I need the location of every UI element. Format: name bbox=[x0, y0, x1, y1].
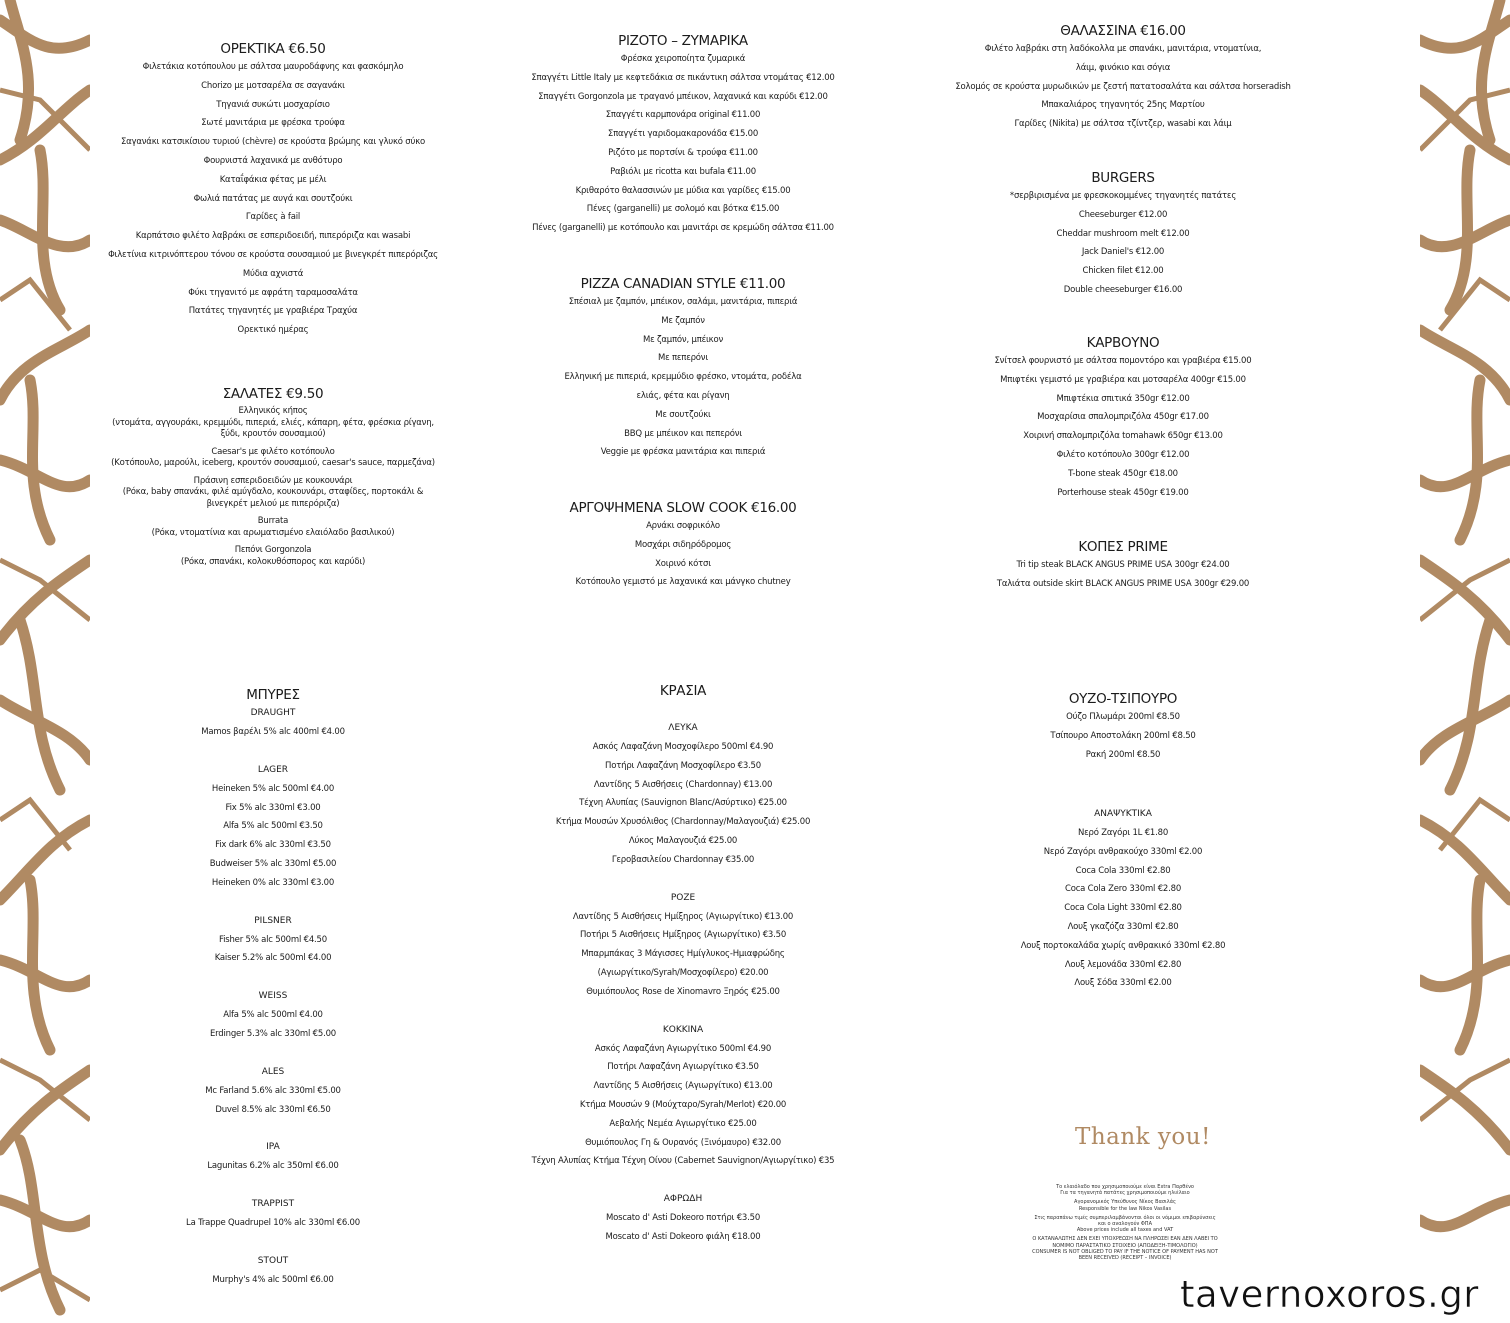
menu-item: Σπαγγέτι καρμπονάρα original €11.00 bbox=[605, 110, 761, 121]
menu-item: Ούζο Πλωμάρι 200ml €8.50 bbox=[1066, 712, 1180, 722]
menu-item-name: Caesar's με φιλέτο κοτόπουλο bbox=[211, 446, 335, 457]
section-pizza bbox=[493, 275, 873, 465]
menu-item: Αρνάκι σοφρικόλο bbox=[646, 521, 720, 531]
subsection-title: ALES bbox=[261, 1066, 285, 1077]
menu-item: Σπαγγέτι Gorgonzola με τραγανό μπέικον, λαχανικά και καρύδι €12.00 bbox=[538, 91, 828, 102]
menu-item: Σολομός σε κρούστα μυρωδικών με ζεστή πατατοσαλάτα και σάλτσα horseradish bbox=[955, 81, 1291, 92]
menu-item: Fisher 5% alc 500ml €4.50 bbox=[219, 934, 327, 945]
menu-item: Φρέσκα χειροποίητα ζυμαρικά bbox=[620, 54, 746, 64]
menu-item: Κριθαρότο θαλασσινών με μύδια και γαρίδες €15.00 bbox=[575, 185, 791, 196]
menu-item: Mc Farland 5.6% alc 330ml €5.00 bbox=[205, 1085, 341, 1096]
section-beers bbox=[100, 686, 446, 1293]
menu-item: Tri tip steak BLACK ANGUS PRIME USA 300gr €24.00 bbox=[1016, 560, 1230, 570]
menu-note: *σερβιρισμένα με φρεσκοκομμένες τηγανητές πατάτες bbox=[1009, 191, 1237, 201]
menu-item: Ασκός Λαφαζάνη Αγιωργίτικο 500ml €4.90 bbox=[594, 1043, 772, 1054]
menu-item: Με σουτζούκι bbox=[655, 409, 711, 420]
menu-item: Μοσχάρι σιδηρόδρομος bbox=[634, 539, 732, 550]
subsection-title: WEISS bbox=[258, 991, 288, 1002]
menu-item: Σαγανάκι κατσικίσιου τυριού (chèvre) σε κρούστα βρώμης και γλυκό σύκο bbox=[120, 137, 426, 148]
menu-item: Καταΐφάκια φέτας με μέλι bbox=[219, 174, 327, 185]
menu-item: Kaiser 5.2% alc 500ml €4.00 bbox=[214, 953, 332, 964]
menu-item: Γαρίδες à fail bbox=[245, 212, 301, 223]
section-title: ΣΑΛΑΤΕΣ €9.50 bbox=[222, 386, 324, 402]
menu-item-name: Burrata bbox=[257, 516, 289, 526]
section-karvouno bbox=[948, 334, 1298, 505]
menu-item: Veggie με φρέσκα μανιτάρια και πιπεριά bbox=[600, 447, 766, 458]
menu-item: Ταλιάτα outside skirt BLACK ANGUS PRIME USA 300gr €29.00 bbox=[996, 578, 1250, 589]
section-title: BURGERS bbox=[1091, 170, 1155, 186]
menu-item: Αεβαλής Νεμέα Αγιωργίτικο €25.00 bbox=[609, 1118, 757, 1129]
menu-item: Λαντίδης 5 Αισθήσεις (Chardonnay) €13.00 bbox=[593, 779, 773, 790]
menu-item: La Trappe Quadrupel 10% alc 330ml €6.00 bbox=[186, 1218, 360, 1229]
menu-item: Φιλετάκια κοτόπουλου με σάλτσα μαυροδάφνης και φασκόμηλο bbox=[142, 62, 404, 72]
item-list bbox=[100, 61, 446, 337]
menu-item: T-bone steak 450gr €18.00 bbox=[1068, 468, 1178, 479]
menu-item: Mamos βαρέλι 5% alc 400ml €4.00 bbox=[201, 727, 345, 737]
menu-item: Λαντίδης 5 Αισθήσεις (Αγιωργίτικο) €13.00 bbox=[593, 1081, 773, 1092]
menu-item-name: Πράσινη εσπεριδοειδών με κουκουνάρι bbox=[193, 475, 353, 486]
menu-item: Φιλέτο λαβράκι στη λαδόκολλα με σπανάκι, μανιτάρια, ντοματίνια, bbox=[984, 44, 1262, 54]
menu-item: Erdinger 5.3% alc 330ml €5.00 bbox=[209, 1028, 337, 1039]
menu-item: Νερό Ζαγόρι ανθρακούχο 330ml €2.00 bbox=[1043, 846, 1203, 857]
fine-print-line: CONSUMER IS NOT OBLIGED TO PAY IF THE NOTICE OF PAYMENT HAS NOT BEEN RECEIVED (RECEIPT – INVOICE) bbox=[1032, 1248, 1218, 1262]
fine-print-line: Για τα τηγανητά πατάτες χρησιμοποιούμε ηλιέλαιο bbox=[1060, 1190, 1190, 1197]
branch-pattern-icon bbox=[0, 0, 90, 1323]
menu-item: Chorizo με μοτσαρέλα σε σαγανάκι bbox=[201, 80, 345, 91]
menu-item: Fix dark 6% alc 330ml €3.50 bbox=[215, 840, 331, 851]
menu-item-desc: (Ρόκα, baby σπανάκι, φιλέ αμύγδαλο, κουκουνάρι, σταφίδες, πορτοκάλι & βινεγκρέτ μελιού με πιπερόριζα) bbox=[122, 487, 424, 509]
thank-you-text: Thank you! bbox=[1075, 1124, 1211, 1150]
section-title: ΚΡΑΣΙΑ bbox=[659, 683, 707, 699]
menu-item: Fix 5% alc 330ml €3.00 bbox=[225, 802, 321, 813]
menu-item: Alfa 5% alc 500ml €4.00 bbox=[223, 1010, 323, 1021]
subsection-title: DRAUGHT bbox=[250, 708, 296, 718]
section-burgers bbox=[948, 169, 1298, 303]
section-salates bbox=[100, 385, 446, 572]
menu-item-name: Ελληνικός κήπος bbox=[238, 406, 308, 416]
menu-item-desc: (Ρόκα, σπανάκι, κολοκυθόσπορος και καρύδι) bbox=[180, 556, 366, 567]
section-kopes-prime bbox=[948, 538, 1298, 597]
menu-item-name: Πεπόνι Gorgonzola bbox=[234, 545, 312, 555]
menu-item: Murphy's 4% alc 500ml €6.00 bbox=[212, 1274, 334, 1285]
menu-item: Λύκος Μαλαγουζιά €25.00 bbox=[628, 835, 738, 846]
menu-item: Χοιρινή σπαλομπριζόλα tomahawk 650gr €13.00 bbox=[1023, 431, 1223, 442]
menu-item: ελιάς, φέτα και ρίγανη bbox=[636, 390, 730, 401]
menu-item-desc: (Ρόκα, ντοματίνια και αρωματισμένο ελαιόλαδο βασιλικού) bbox=[151, 527, 395, 538]
subsection-title: ΡΟΖΕ bbox=[670, 892, 696, 903]
section-title: ΜΠΥΡΕΣ bbox=[246, 687, 300, 703]
menu-column-middle bbox=[493, 0, 873, 1323]
menu-item: Με πεπερόνι bbox=[657, 353, 709, 364]
section-title: ΟΡΕΚΤΙΚΑ €6.50 bbox=[220, 41, 326, 57]
menu-item: BBQ με μπέικον και πεπερόνι bbox=[624, 428, 742, 439]
menu-item: Σπαγγέτι Little Italy με κεφτεδάκια σε πικάντικη σάλτσα ντομάτας €12.00 bbox=[531, 72, 835, 83]
menu-item: Heineken 5% alc 500ml €4.00 bbox=[211, 783, 335, 794]
section-title: ΑΡΓΟΨΗΜΕΝΑ SLOW COOK €16.00 bbox=[569, 500, 797, 516]
menu-item: Τσίπουρο Αποστολάκη 200ml €8.50 bbox=[1050, 730, 1196, 741]
menu-item: Μπαρμπάκας 3 Μάγισσες Ημίγλυκος-Ημιαφρώδης bbox=[581, 949, 785, 960]
section-slow-cook bbox=[493, 499, 873, 595]
menu-item: Θυμιόπουλος Γη & Ουρανός (Ξινόμαυρο) €32.00 bbox=[585, 1137, 781, 1148]
menu-item: Φουρνιστά λαχανικά με ανθότυρο bbox=[203, 155, 343, 166]
menu-column-left bbox=[100, 0, 446, 1323]
subsection-title: ΚΟΚΚΙΝΑ bbox=[662, 1024, 704, 1035]
menu-item: Φιλέτο κοτόπουλο 300gr €12.00 bbox=[1056, 449, 1190, 460]
fine-print-line: Το ελαιόλαδο που χρησιμοποιούμε είναι Extra Παρθένο bbox=[1056, 1184, 1194, 1190]
fine-print-line: Στις παραπάνω τιμές συμπεριλαμβάνονται όλοι οι νόμιμοι επιβαρύνσεις και ο αναλογούν ΦΠΑ bbox=[1034, 1214, 1216, 1228]
menu-item: Λουξ λεμονάδα 330ml €2.80 bbox=[1064, 959, 1182, 970]
menu-item: Budweiser 5% alc 330ml €5.00 bbox=[209, 858, 337, 869]
menu-item: Φωλιά πατάτας με αυγά και σουτζούκι bbox=[193, 193, 353, 204]
menu-item: Μπιφτέκια σπιτικά 350gr €12.00 bbox=[1056, 393, 1190, 404]
menu-item: Heineken 0% alc 330ml €3.00 bbox=[211, 877, 335, 888]
menu-item: Θυμιόπουλος Rose de Xinomavro Ξηρός €25.00 bbox=[586, 986, 780, 997]
menu-item: Φιλετίνια κιτρινόπτερου τόνου σε κρούστα σουσαμιού με βινεγκρέτ πιπερόριζας bbox=[108, 249, 438, 260]
menu-item: Ασκός Λαφαζάνη Μοσχοφίλερο 500ml €4.90 bbox=[592, 742, 774, 752]
section-ouzo bbox=[948, 690, 1298, 767]
section-title: ΚΑΡΒΟΥΝΟ bbox=[1086, 335, 1160, 351]
menu-item-desc: (ντομάτα, αγγουράκι, κρεμμύδι, πιπεριά, ελιές, κάπαρη, φέτα, φρέσκια ρίγανη, ξύδι, κρουτόν σουσαμιού) bbox=[112, 417, 434, 439]
subsection-title: TRAPPIST bbox=[251, 1199, 295, 1210]
decorative-branch-border-right bbox=[1420, 0, 1510, 1323]
legal-fine-print bbox=[1030, 1184, 1220, 1264]
menu-item: Κτήμα Μουσών 9 (Μούχταρο/Syrah/Merlot) €20.00 bbox=[579, 1099, 787, 1110]
menu-item: Alfa 5% alc 500ml €3.50 bbox=[223, 821, 323, 832]
section-rizoto bbox=[493, 32, 873, 241]
menu-item: Μπακαλιάρος τηγανητός 25ης Μαρτίου bbox=[1041, 100, 1205, 111]
menu-item: Jack Daniel's €12.00 bbox=[1081, 247, 1165, 258]
menu-item: Με ζαμπόν, μπέικον bbox=[642, 334, 724, 345]
menu-item: Ποτήρι 5 Αισθήσεις Ημίξηρος (Αγιωργίτικο) €3.50 bbox=[579, 930, 787, 941]
subsection-title: LAGER bbox=[257, 764, 289, 775]
section-title: ΘΑΛΑΣΣΙΝΑ €16.00 bbox=[1060, 23, 1186, 39]
menu-item: Cheddar mushroom melt €12.00 bbox=[1056, 228, 1190, 239]
menu-item: Coca Cola 330ml €2.80 bbox=[1075, 865, 1171, 876]
subsection-title: ΑΝΑΨΥΚΤΙΚΑ bbox=[1094, 809, 1152, 819]
menu-item: Κτήμα Μουσών Χρυσόλιθος (Chardonnay/Μαλαγουζιά) €25.00 bbox=[555, 817, 811, 828]
menu-item: Μοσχαρίσια σπαλομπριζόλα 450gr €17.00 bbox=[1037, 412, 1209, 423]
site-watermark: tavernoxoros.gr bbox=[1180, 1273, 1480, 1316]
menu-item: Ελληνική με πιπεριά, κρεμμύδιο φρέσκο, ντομάτα, ροδέλα bbox=[564, 372, 802, 383]
menu-item: Moscato d' Asti Dokeoro ποτήρι €3.50 bbox=[605, 1213, 761, 1224]
section-soft-drinks bbox=[948, 808, 1298, 996]
menu-item: Ποτήρι Λαφαζάνη Αγιωργίτικο €3.50 bbox=[607, 1062, 759, 1073]
menu-item: Τέχνη Αλυπίας Κτήμα Τέχνη Οίνου (Cabernet Sauvignon/Αγιωργίτικο) €35 bbox=[531, 1156, 835, 1167]
decorative-branch-border-left bbox=[0, 0, 90, 1323]
subsection-title: PILSNER bbox=[254, 915, 292, 926]
section-title: ΟΥΖΟ-ΤΣΙΠΟΥΡΟ bbox=[1068, 691, 1178, 707]
menu-item: Χοιρινό κότσι bbox=[655, 558, 711, 569]
menu-item: Ρακή 200ml €8.50 bbox=[1085, 749, 1161, 760]
menu-item: Coca Cola Zero 330ml €2.80 bbox=[1064, 884, 1182, 895]
menu-item: λάιμ, φινόκιο και σόγια bbox=[1075, 62, 1171, 73]
menu-item: Μπιφτέκι γεμιστό με γραβιέρα και μοτσαρέλα 400gr €15.00 bbox=[1000, 374, 1246, 385]
menu-item: Κοτόπουλο γεμιστό με λαχανικά και μάνγκο chutney bbox=[575, 577, 791, 588]
menu-item: Λαντίδης 5 Αισθήσεις Ημίξηρος (Αγιωργίτικο) €13.00 bbox=[572, 911, 794, 922]
subsection-title: ΛΕΥΚΑ bbox=[668, 723, 698, 733]
menu-item: Με ζαμπόν bbox=[661, 315, 705, 326]
subsection-title: IPA bbox=[266, 1142, 280, 1153]
menu-item: Ποτήρι Λαφαζάνη Μοσχοφίλερο €3.50 bbox=[605, 760, 761, 771]
menu-item: Πένες (garganelli) με κοτόπουλο και μανιτάρι σε κρεμώδη σάλτσα €11.00 bbox=[532, 223, 834, 234]
fine-print-line: Above prices include all taxes and VAT bbox=[1076, 1227, 1174, 1234]
menu-item: Porterhouse steak 450gr €19.00 bbox=[1057, 487, 1189, 498]
menu-item: Moscato d' Asti Dokeoro φιάλη €18.00 bbox=[605, 1231, 761, 1242]
menu-item: Ραβιόλι με ricotta και bufala €11.00 bbox=[610, 166, 756, 177]
menu-item: Chicken filet €12.00 bbox=[1082, 266, 1164, 277]
section-thalassina bbox=[948, 22, 1298, 137]
menu-item: Cheeseburger €12.00 bbox=[1078, 209, 1168, 220]
menu-item: Σωτέ μανιτάρια με φρέσκα τρούφα bbox=[201, 118, 345, 129]
menu-item: Μύδια αχνιστά bbox=[242, 268, 304, 279]
fine-print-line: Ο ΚΑΤΑΝΑΛΩΤΗΣ ΔΕΝ ΕΧΕΙ ΥΠΟΧΡΕΩΣΗ ΝΑ ΠΛΗΡΩΣΕΙ ΕΑΝ ΔΕΝ ΛΑΒΕΙ ΤΟ ΝΟΜΙΜΟ ΠΑΡΑΣΤΑΤΙΚΟ ΣΤΟΙΧΕΙΟ (ΑΠΟΔΕΙΞΗ-ΤΙΜΟΛΟΓΙΟ) bbox=[1032, 1236, 1218, 1249]
menu-item-desc: (Κοτόπουλο, μαρούλι, iceberg, κρουτόν σουσαμιού, caesar's sauce, παρμεζάνα) bbox=[111, 458, 435, 468]
menu-item: Σνίτσελ φουρνιστό με σάλτσα ποµοντόρο και γραβιέρα €15.00 bbox=[994, 356, 1252, 366]
section-title: PIZZA CANADIAN STYLE €11.00 bbox=[580, 276, 786, 292]
section-wines bbox=[493, 682, 873, 1250]
menu-item: Τηγανιά συκώτι μοσχαρίσιο bbox=[216, 99, 330, 110]
menu-item: Σπέσιαλ με ζαμπόν, μπέικον, σαλάμι, μανιτάρια, πιπεριά bbox=[568, 297, 798, 307]
menu-item: Lagunitas 6.2% alc 350ml €6.00 bbox=[207, 1161, 339, 1172]
menu-item: Γαρίδες (Nikita) με σάλτσα τζίντζερ, wasabi και λάιμ bbox=[1014, 119, 1232, 130]
menu-item: Coca Cola Light 330ml €2.80 bbox=[1064, 903, 1182, 914]
menu-item: Ορεκτικό ημέρας bbox=[237, 325, 309, 336]
subsection-title: STOUT bbox=[257, 1255, 289, 1266]
menu-item: Ριζότο με πορτσίνι & τρούφα €11.00 bbox=[608, 147, 758, 158]
menu-item: Πένες (garganelli) με σολομό και βότκα €15.00 bbox=[586, 204, 780, 215]
menu-item: Φύκι τηγανιτό με αφράτη ταραμοσαλάτα bbox=[188, 287, 358, 298]
menu-item: Τέχνη Αλυπίας (Sauvignon Blanc/Ασύρτικο) €25.00 bbox=[579, 798, 787, 809]
menu-item: Double cheeseburger €16.00 bbox=[1063, 284, 1183, 295]
section-title: ΡΙΖΟΤΟ – ΖΥΜΑΡΙΚΑ bbox=[618, 33, 748, 49]
menu-item: Λουξ πορτοκαλάδα χωρίς ανθρακικό 330ml €2.80 bbox=[1020, 940, 1226, 951]
menu-item: Λουξ Σόδα 330ml €2.00 bbox=[1074, 978, 1172, 989]
menu-item: Πατάτες τηγανητές με γραβιέρα Τραχύα bbox=[188, 306, 358, 317]
menu-item: (Αγιωργίτικο/Syrah/Μοσχοφίλερο) €20.00 bbox=[597, 967, 769, 978]
subsection-title: ΑΦΡΩΔΗ bbox=[663, 1194, 703, 1205]
fine-print-line: Αγορανομικός Υπεύθυνος Νίκος Βασιλάς bbox=[1074, 1199, 1176, 1206]
menu-item: Καρπάτσιο φιλέτο λαβράκι σε εσπεριδοειδή, πιπερόριζα και wasabi bbox=[135, 231, 411, 242]
menu-item: Σπαγγέτι γαριδομακαρονάδα €15.00 bbox=[607, 129, 759, 140]
section-orektika bbox=[100, 40, 446, 343]
branch-pattern-icon bbox=[1420, 0, 1510, 1323]
menu-item: Λουξ γκαζόζα 330ml €2.80 bbox=[1067, 921, 1179, 932]
menu-item: Γεροβασιλείου Chardonnay €35.00 bbox=[611, 854, 755, 865]
section-title: ΚΟΠΕΣ PRIME bbox=[1078, 539, 1168, 555]
menu-item: Νερό Ζαγόρι 1L €1.80 bbox=[1077, 828, 1169, 838]
fine-print-line: Responsible for the law Nikos Vasilas bbox=[1078, 1205, 1172, 1212]
menu-item: Duvel 8.5% alc 330ml €6.50 bbox=[215, 1104, 331, 1115]
